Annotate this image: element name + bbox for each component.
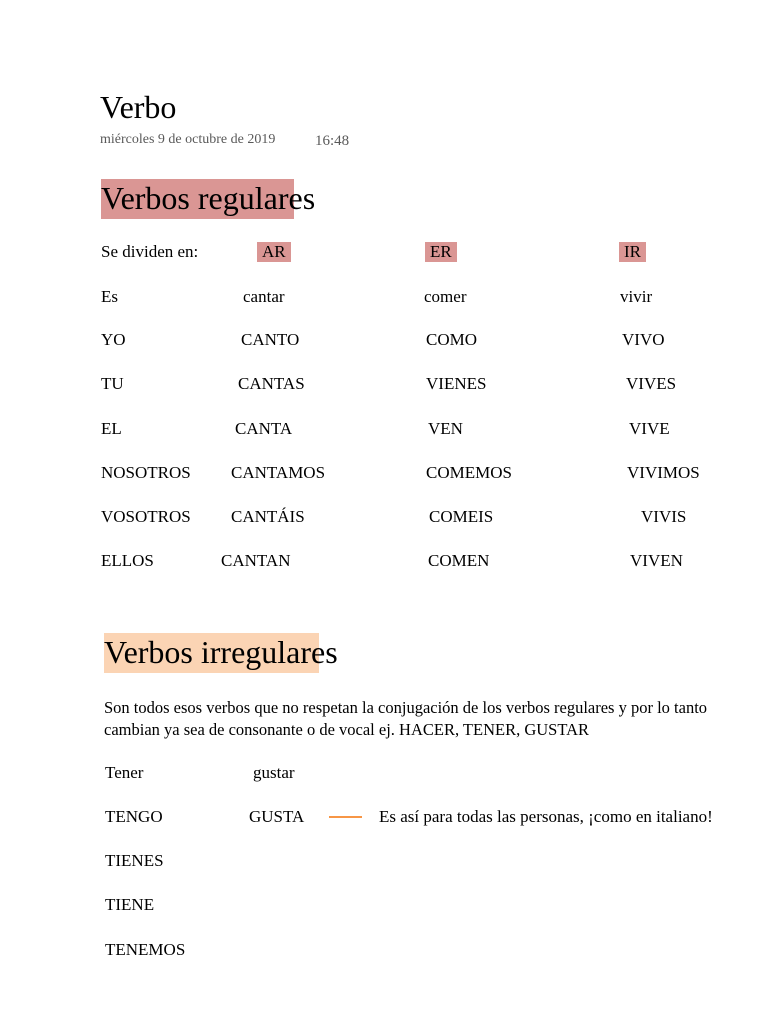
irregular-note: Es así para todas las personas, ¡como en italiano! (379, 807, 713, 826)
page-time: 16:48 (315, 133, 350, 149)
table-cell: gustar (253, 763, 295, 782)
page-title: Verbo (100, 89, 177, 125)
table-cell: VEN (428, 419, 463, 438)
table-cell: COMO (426, 330, 478, 349)
table-cell: GUSTA (249, 807, 305, 826)
table-cell: CANTO (241, 330, 300, 349)
table-cell: TU (101, 374, 124, 393)
page-date: miércoles 9 de octubre de 2019 (100, 132, 276, 147)
table-cell: VIVO (622, 330, 665, 349)
table-cell: CANTÁIS (231, 507, 305, 526)
irregular-description: Son todos esos verbos que no respetan la conjugación de los verbos regulares y por lo tanto cambian ya sea de consonante o de vocal ej. HACER, TENER, GUSTAR (104, 698, 708, 739)
table-cell: CANTAN (221, 551, 291, 570)
table-cell: CANTA (235, 419, 293, 438)
heading-regular: Verbos regulares (101, 180, 316, 216)
table-cell: VIVES (626, 374, 677, 393)
table-cell: VIVIMOS (627, 463, 700, 482)
table-cell: VIVE (629, 419, 670, 438)
table-cell: TENGO (105, 807, 163, 826)
table-cell: TIENES (105, 851, 164, 870)
table-cell: TIENE (105, 895, 155, 914)
connector-line (329, 816, 362, 818)
table-cell: VIVEN (630, 551, 683, 570)
table-cell: ELLOS (101, 551, 154, 570)
group-ir-tag: IR (619, 242, 646, 262)
table-cell: COMEN (428, 551, 490, 570)
group-ar-tag: AR (257, 242, 291, 262)
table-cell: Tener (105, 763, 144, 782)
table-cell: EL (101, 419, 122, 438)
table-cell: NOSOTROS (101, 463, 191, 482)
table-cell: COMEIS (429, 507, 494, 526)
table-cell: vivir (620, 287, 653, 306)
table-cell: Es (101, 287, 118, 306)
table-cell: CANTAS (238, 374, 305, 393)
table-cell: VIVIS (641, 507, 687, 526)
table-cell: VOSOTROS (101, 507, 191, 526)
table-cell: COMEMOS (426, 463, 512, 482)
divide-label: Se dividen en: (101, 242, 199, 261)
table-cell: comer (424, 287, 467, 306)
table-cell: TENEMOS (105, 940, 186, 959)
heading-irregular: Verbos irregulares (104, 634, 338, 670)
table-cell: VIENES (426, 374, 487, 393)
table-cell: cantar (243, 287, 285, 306)
table-cell: YO (101, 330, 126, 349)
group-er-tag: ER (425, 242, 457, 262)
table-cell: CANTAMOS (231, 463, 326, 482)
